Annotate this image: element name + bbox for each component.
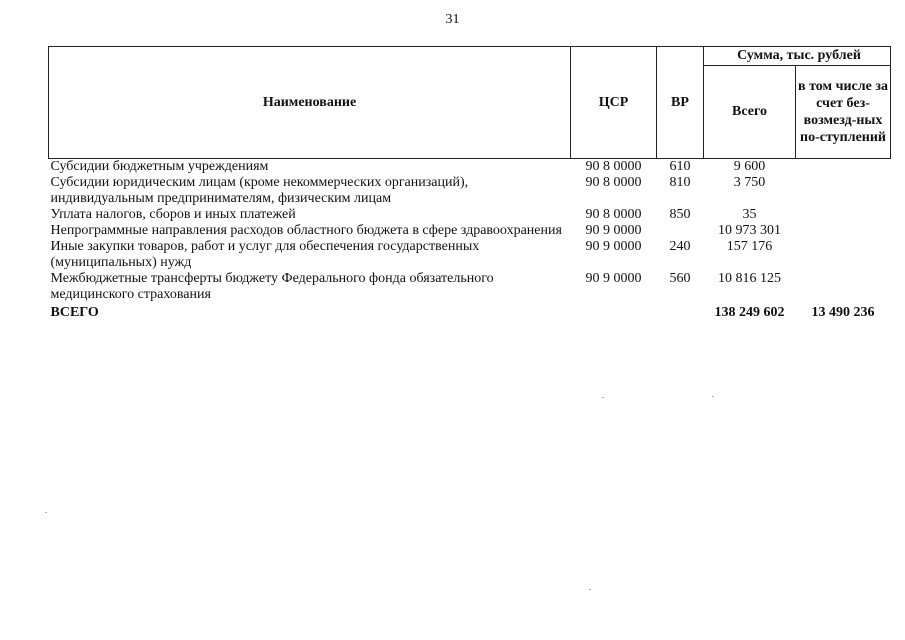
table-row <box>49 223 891 239</box>
row-name: Уплата налогов, сборов и иных платежей <box>50 207 296 222</box>
row-name: Субсидии юридическим лицам (кроме некоммерческих организаций), индивидуальным предпринимателям, физическим лицам <box>50 175 469 206</box>
table-row <box>49 207 891 223</box>
row-vr: 560 <box>669 271 691 286</box>
row-csr: 90 8 0000 <box>585 175 642 190</box>
row-name: Межбюджетные трансферты бюджету Федерального фонда обязательного медицинского страхования <box>50 271 494 302</box>
scan-speck <box>602 397 604 398</box>
total-label: ВСЕГО <box>50 305 99 320</box>
row-csr: 90 9 0000 <box>585 239 642 254</box>
scan-speck <box>45 512 47 513</box>
table-row <box>49 239 891 271</box>
header-free-text: в том числе за счет без-возмезд-ных по-ступлений <box>798 79 888 145</box>
header-vr: ВР <box>657 47 704 159</box>
total-csr <box>571 303 657 321</box>
row-total: 9 600 <box>733 159 766 174</box>
row-csr: 90 8 0000 <box>585 159 642 174</box>
budget-table <box>48 46 891 321</box>
table-body <box>49 159 891 304</box>
total-free: 13 490 236 <box>811 305 875 320</box>
row-free <box>796 223 891 239</box>
header-name: Наименование <box>49 47 571 159</box>
table-total <box>49 303 891 321</box>
row-total: 3 750 <box>733 175 766 190</box>
row-total: 35 <box>742 207 757 222</box>
row-vr: 240 <box>669 239 691 254</box>
row-name: Субсидии бюджетным учреждениям <box>50 159 269 174</box>
total-vr <box>657 303 704 321</box>
scan-speck <box>589 589 591 590</box>
header-csr: ЦСР <box>571 47 657 159</box>
row-free <box>796 175 891 207</box>
header-total: Всего <box>704 66 796 159</box>
header-sum-group: Сумма, тыс. рублей <box>704 47 891 66</box>
table-row <box>49 159 891 176</box>
row-name: Иные закупки товаров, работ и услуг для обеспечения государственных (муниципальных) нужд <box>50 239 480 270</box>
row-total: 157 176 <box>726 239 773 254</box>
row-free <box>796 159 891 176</box>
row-vr: 850 <box>669 207 691 222</box>
table-row <box>49 175 891 207</box>
total-row <box>49 303 891 321</box>
header-free <box>796 66 891 159</box>
total-sum: 138 249 602 <box>714 305 785 320</box>
row-free <box>796 239 891 271</box>
row-vr <box>657 223 704 239</box>
row-csr: 90 9 0000 <box>585 271 642 286</box>
row-vr: 810 <box>669 175 691 190</box>
row-free <box>796 207 891 223</box>
row-total: 10 973 301 <box>718 223 781 238</box>
row-vr: 610 <box>669 159 691 174</box>
scan-speck <box>712 396 714 397</box>
row-csr: 90 8 0000 <box>585 207 642 222</box>
row-free <box>796 271 891 303</box>
table-header <box>49 47 891 159</box>
row-name: Непрограммные направления расходов областного бюджета в сфере здравоохранения <box>50 223 562 238</box>
row-total: 10 816 125 <box>718 271 781 286</box>
row-csr: 90 9 0000 <box>585 223 642 238</box>
page-number: 31 <box>445 12 460 27</box>
table-row <box>49 271 891 303</box>
